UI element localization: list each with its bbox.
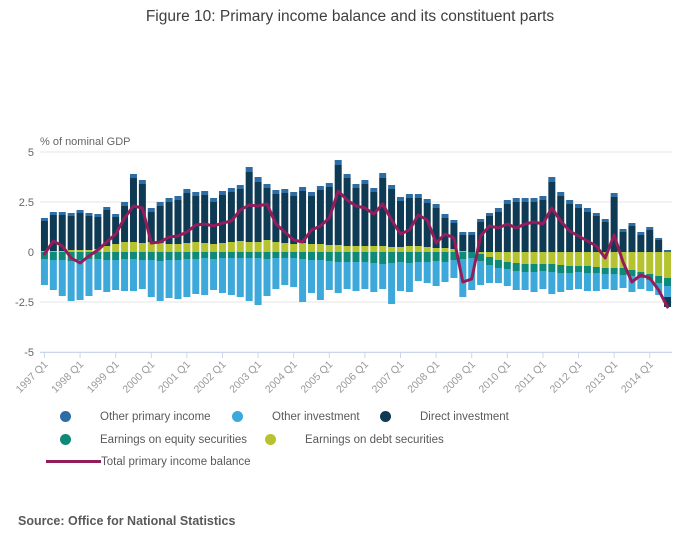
svg-text:2002 Q1: 2002 Q1: [191, 358, 229, 395]
svg-text:2009 Q1: 2009 Q1: [440, 358, 478, 395]
legend: [0, 402, 700, 487]
direct-investment-swatch-icon: [380, 411, 391, 422]
svg-text:1997 Q1: 1997 Q1: [13, 358, 51, 395]
svg-text:5: 5: [27, 147, 34, 159]
legend-label: Direct investment: [420, 410, 509, 423]
total-balance-line-swatch-icon: [46, 460, 101, 463]
legend-item-total-balance[interactable]: [46, 455, 251, 468]
y-axis-title: % of nominal GDP: [40, 136, 131, 148]
legend-label: Earnings on equity securities: [100, 433, 248, 446]
svg-text:-5: -5: [24, 347, 34, 359]
svg-text:0: 0: [27, 247, 34, 259]
other-primary-income-swatch-icon: [60, 411, 71, 422]
legend-item-other-primary-income[interactable]: [60, 410, 211, 423]
legend-item-earnings-debt[interactable]: [265, 433, 444, 446]
x-axis: [14, 353, 672, 396]
svg-text:2006 Q1: 2006 Q1: [334, 358, 372, 395]
other-investment-swatch-icon: [232, 411, 243, 422]
legend-label: Other investment: [272, 410, 360, 423]
legend-item-other-investment[interactable]: [232, 410, 360, 423]
svg-text:2000 Q1: 2000 Q1: [120, 358, 158, 395]
svg-text:2007 Q1: 2007 Q1: [369, 358, 407, 395]
legend-label: Total primary income balance: [101, 455, 251, 468]
svg-text:2001 Q1: 2001 Q1: [156, 358, 193, 395]
svg-text:2008 Q1: 2008 Q1: [405, 358, 443, 395]
svg-text:-2.5: -2.5: [15, 297, 34, 309]
svg-text:2013 Q1: 2013 Q1: [583, 358, 621, 395]
svg-text:2004 Q1: 2004 Q1: [262, 358, 300, 395]
legend-label: Earnings on debt securities: [305, 433, 444, 446]
legend-item-direct-investment[interactable]: [380, 410, 509, 423]
chart-area[interactable]: [0, 130, 700, 395]
svg-text:2014 Q1: 2014 Q1: [618, 358, 656, 395]
svg-text:1998 Q1: 1998 Q1: [49, 358, 87, 395]
svg-text:2011 Q1: 2011 Q1: [512, 358, 550, 395]
legend-item-earnings-equity[interactable]: [60, 433, 248, 446]
svg-text:2003 Q1: 2003 Q1: [227, 358, 265, 395]
y-axis-labels: [15, 147, 34, 359]
svg-text:2012 Q1: 2012 Q1: [547, 358, 585, 395]
svg-text:2010 Q1: 2010 Q1: [476, 358, 514, 395]
earnings-equity-swatch-icon: [60, 434, 71, 445]
chart-title: Figure 10: Primary income balance and its constituent parts: [145, 8, 555, 25]
svg-text:2.5: 2.5: [18, 197, 34, 209]
svg-text:2005 Q1: 2005 Q1: [298, 358, 336, 395]
source-note: Source: Office for National Statistics: [18, 514, 236, 528]
svg-text:1999 Q1: 1999 Q1: [84, 358, 122, 395]
earnings-debt-swatch-icon: [265, 434, 276, 445]
legend-label: Other primary income: [100, 410, 211, 423]
chart-svg: [0, 130, 700, 395]
